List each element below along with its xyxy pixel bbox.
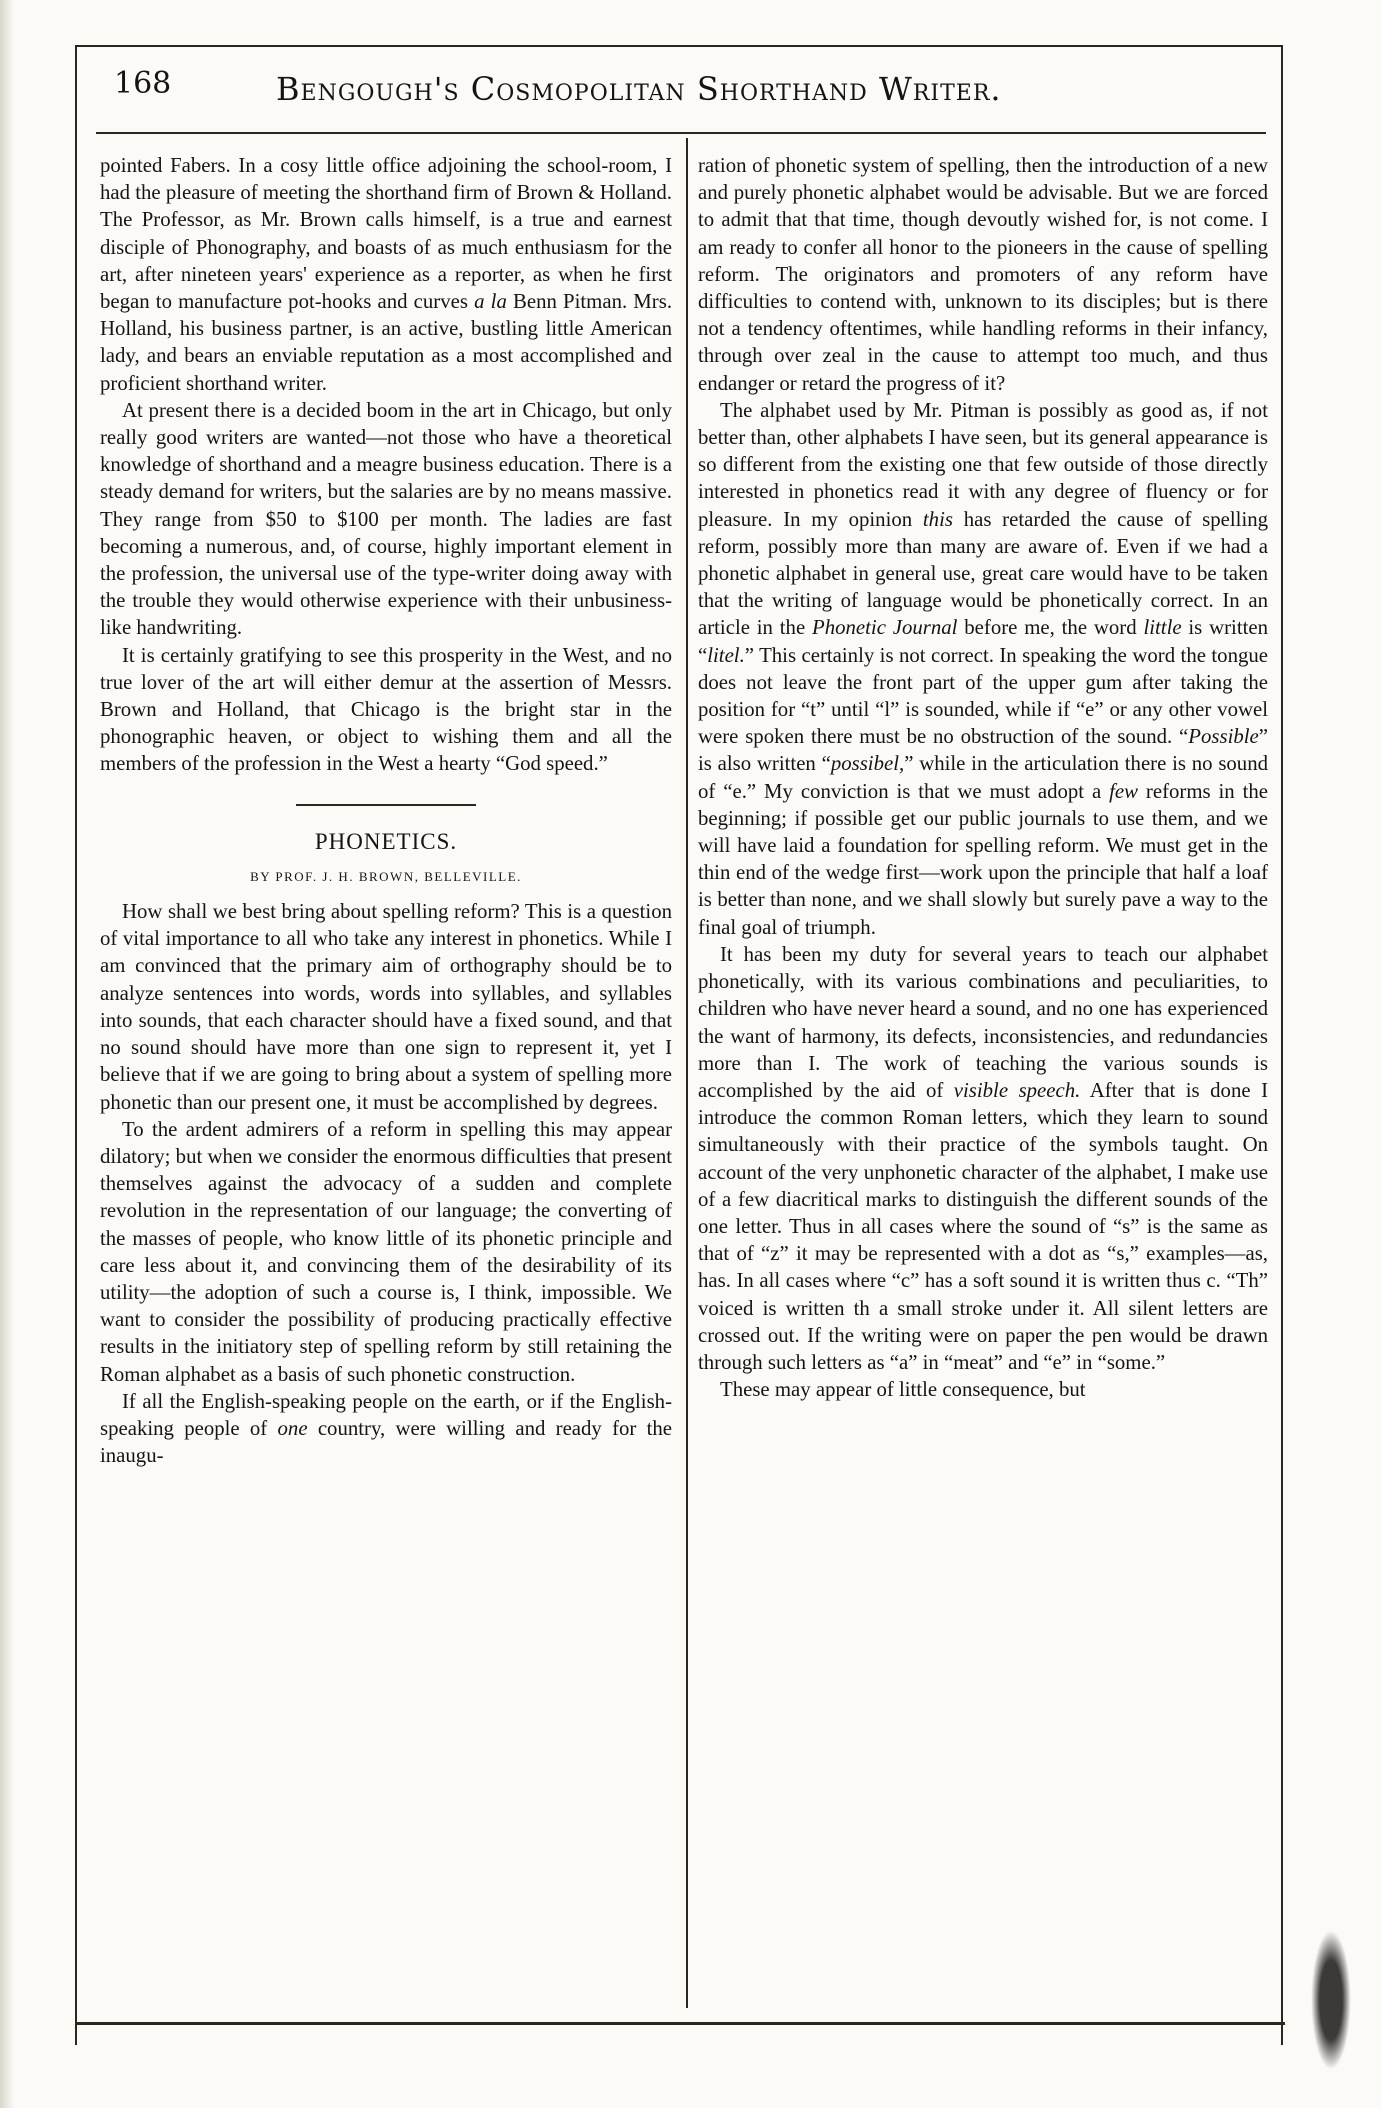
paragraph: To the ardent admirers of a reform in spelling this may appear dilatory; but when we consider the enormous difficulties that present themselves against the advocacy of a sudden and complete revolution in the representation of our language; the converting of the masses of people, who know little of its phonetic principle and care less about it, and convincing them of the desirability of its utility—the adoption of such a course is, I think, impossible. We want to consider the possibility of producing practically effective results in the initiatory step of spelling reform by still retaining the Roman alphabet as a basis of such phonetic construction. [100, 1117, 672, 1386]
byline: BY PROF. J. H. BROWN, BELLEVILLE. [250, 868, 522, 884]
left-border-rule [75, 45, 77, 2045]
section-divider [296, 804, 476, 806]
left-column [100, 152, 672, 1469]
section-title: PHONETICS. [314, 828, 458, 854]
header-rule [96, 132, 1266, 134]
paragraph: It is certainly gratifying to see this prosperity in the West, and no true lover of the art will either demur at the assertion of Messrs. Brown and Holland, that Chicago is the bright star in the phonographic heaven, or object to wishing them and all the members of the profession in the West a hearty “God speed.” [100, 643, 672, 776]
paragraph: It has been my duty for several years to teach our alphabet phonetically, with its various combinations and peculiarities, to children who have never heard a sound, and no one has experienced the want of harmony, its defects, inconsistencies, and redundancies more than I. The work of teaching the various sounds is accomplished by the aid of visible speech. After that is done I introduce the common Roman letters, which they learn to sound simultaneously with their practice of the symbols taught. On account of the very unphonetic character of the alphabet, I make use of a few diacritical marks to distinguish the different sounds of the one letter. Thus in all cases where the sound of “s” is the same as that of “z” it may be represented with a dot as “s,” examples—as, has. In all cases where “c” has a soft sound it is written thus c. “Th” voiced is written th a small stroke under it. All silent letters are crossed out. If the writing were on paper the pen would be drawn through such letters as “a” in “meat” and “e” in “some.” [698, 942, 1268, 1374]
paragraph: ration of phonetic system of spelling, then the introduction of a new and purely phonetic alphabet would be advisable. But we are forced to admit that that time, though devoutly wished for, is not come. I am ready to confer all honor to the pioneers in the cause of spelling reform. The originators and promoters of any reform have difficulties to contend with, unknown to its disciples; but is there not a tendency oftentimes, while handling reforms in their infancy, through over zeal in the cause to attempt too much, and thus endanger or retard the progress of it? [698, 154, 1268, 395]
bottom-border-rule [75, 2022, 1285, 2025]
paragraph: The alphabet used by Mr. Pitman is possibly as good as, if not better than, other alphabets I have seen, but its general appearance is so different from the existing one that few outside of those directly interested in phonetics read it with any degree of fluency or for pleasure. In my opinion this has retarded the cause of spelling reform, possibly more than many are aware of. Even if we had a phonetic alphabet in general use, great care would have to be taken that the writing of language would be phonetically correct. In an article in the Phonetic Journal before me, the word little is written “litel.” This certainly is not correct. In speaking the word the tongue does not leave the front part of the upper gum after taking the position for “t” until “l” is sounded, while if “e” or any other vowel were spoken there must be no obstruction of the sound. “Possible” is also written “possibel,” while in the articulation there is no sound of “e.” My conviction is that we must adopt a few reforms in the beginning; if possible get our public journals to use them, and we will have laid a foundation for spelling reform. We must get in the thin end of the wedge first—work upon the principle that half a loaf is better than none, and we shall slowly but surely pave a way to the final goal of triumph. [698, 398, 1269, 939]
top-border-rule [75, 45, 1283, 47]
paragraph: These may appear of little consequence, but [720, 1378, 1086, 1402]
column-divider [686, 138, 688, 2008]
paragraph: How shall we best bring about spelling reform? This is a question of vital importance to all who take any interest in phonetics. While I am convinced that the primary aim of orthography should be to analyze sentences into words, words into syllables, and syllables into sounds, that each character should have a fixed sound, and that no sound should have more than one sign to represent it, yet I believe that if we are going to bring about a system of spelling more phonetic than our present one, it must be accomplished by degrees. [100, 900, 672, 1114]
right-column [698, 152, 1268, 1403]
running-head: Bengough's Cosmopolitan Shorthand Writer. [276, 70, 1002, 108]
paragraph: If all the English-speaking people on the earth, or if the English-speaking people of one country, were willing and ready for the inaugu- [100, 1389, 673, 1468]
paragraph: pointed Fabers. In a cosy little office adjoining the school-room, I had the pleasure of meeting the shorthand firm of Brown & Holland. The Professor, as Mr. Brown calls himself, is a true and earnest disciple of Phonography, and boasts of as much enthusiasm for the art, after nineteen years' experience as a reporter, as when he first began to manufacture pot-hooks and curves a la Benn Pitman. Mrs. Holland, his business partner, is an active, bustling little American lady, and bears an enviable reputation as a most accomplished and proficient shorthand writer. [100, 154, 673, 395]
ink-blot [1311, 1930, 1351, 2070]
page-number: 168 [114, 66, 172, 101]
paragraph: At present there is a decided boom in the art in Chicago, but only really good writers are wanted—not those who have a theoretical knowledge of shorthand and a meagre business education. There is a steady demand for writers, but the salaries are by no means massive. They range from $50 to $100 per month. The ladies are fast becoming a numerous, and, of course, highly important element in the profession, the universal use of the type-writer doing away with the trouble they would otherwise experience with their unbusiness-like handwriting. [100, 398, 672, 640]
right-border-rule [1281, 45, 1283, 2045]
page-edge-shadow [0, 0, 14, 2108]
page-header [96, 62, 1266, 116]
